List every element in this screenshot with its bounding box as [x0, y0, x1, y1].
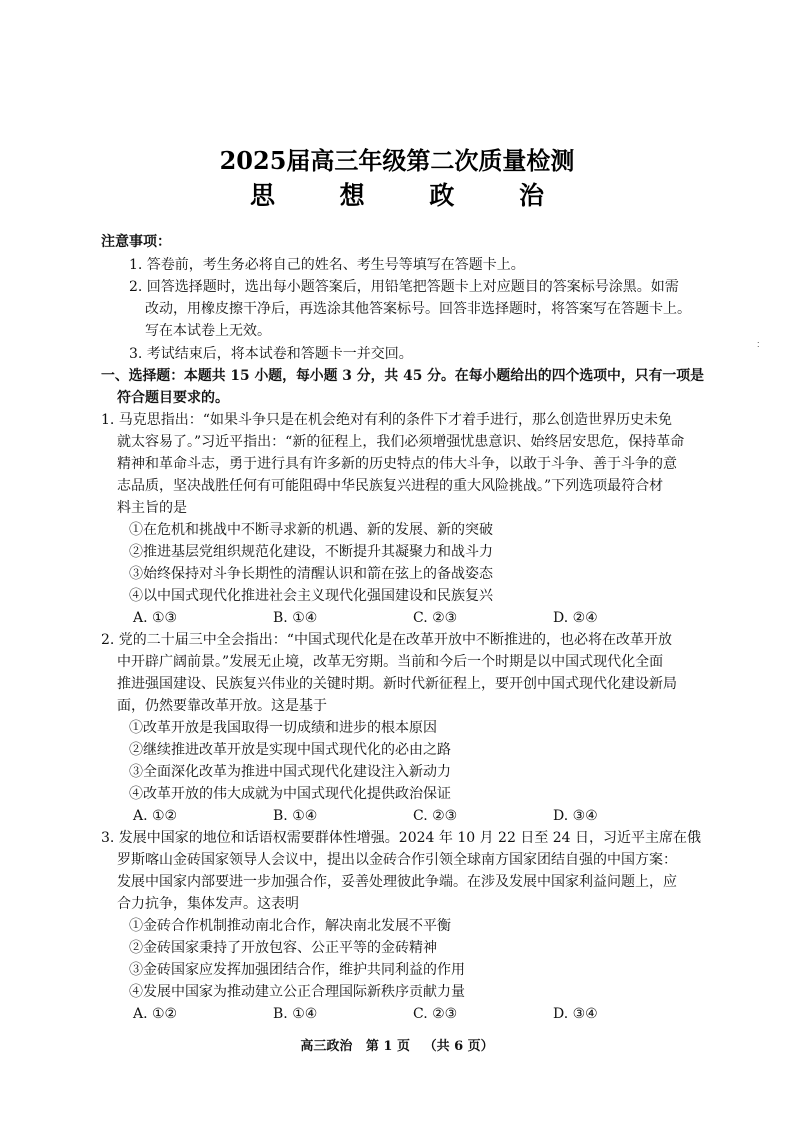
question-2-stem: 2. 党的二十届三中全会指出：“中国式现代化是在改革开放中不断推进的，也必将在改革开放 — [101, 632, 672, 648]
question-2-stem: 推进强国建设、民族复兴伟业的关键时期。新时代新征程上，要开创中国式现代化建设新局 — [117, 676, 677, 692]
question-1-stem: 志品质，坚决战胜任何有可能阻碍中华民族复兴进程的重大风险挑战。”下列选项最符合材 — [117, 478, 664, 494]
question-3-option-a: A. ①② — [133, 1006, 178, 1022]
notice-item: 3. 考试结束后，将本试卷和答题卡一并交回。 — [129, 346, 413, 362]
question-3-option-c: C. ②③ — [413, 1006, 458, 1022]
question-1-item: ①在危机和挑战中不断寻求新的机遇、新的发展、新的突破 — [129, 522, 493, 538]
question-1-item: ③始终保持对斗争长期性的清醒认识和箭在弦上的备战姿态 — [129, 566, 493, 582]
question-3-stem: 3. 发展中国家的地位和话语权需要群体性增强。2024 年 10 月 22 日至 24 日，习近平主席在俄 — [101, 830, 702, 846]
question-3-item: ④发展中国家为推动建立公正合理国际新秩序贡献力量 — [129, 984, 465, 1000]
question-1-option-a: A. ①③ — [133, 610, 178, 626]
notice-item: 2. 回答选择题时，选出每小题答案后，用铅笔把答题卡上对应题目的答案标号涂黑。如需 — [129, 279, 679, 295]
question-3-option-d: D. ③④ — [553, 1006, 598, 1022]
question-1-stem: 料主旨的是 — [117, 500, 187, 516]
question-1-item: ②推进基层党组织规范化建设，不断提升其凝聚力和战斗力 — [129, 544, 493, 560]
question-3-stem: 罗斯喀山金砖国家领导人会议中，提出以金砖合作引领全球南方国家团结自强的中国方案： — [117, 852, 677, 868]
question-3-item: ②金砖国家秉持了开放包容、公正平等的金砖精神 — [129, 940, 437, 956]
section-instruction: 一、选择题：本题共 15 小题，每小题 3 分，共 45 分。在每小题给出的四个选项中，只有一项是 — [101, 368, 704, 384]
question-3-stem: 发展中国家内部要进一步加强合作，妥善处理彼此争端。在涉及发展中国家利益问题上，应 — [117, 874, 677, 890]
question-1-option-c: C. ②③ — [413, 610, 458, 626]
question-1-item: ④以中国式现代化推进社会主义现代化强国建设和民族复兴 — [129, 588, 493, 604]
question-2-stem: 中开辟广阔前景。”发展无止境，改革无穷期。当前和今后一个时期是以中国式现代化全面 — [117, 654, 664, 670]
question-2-option-c: C. ②③ — [413, 808, 458, 824]
notice-item: 改动，用橡皮擦干净后，再选涂其他答案标号。回答非选择题时，将答案写在答题卡上。 — [145, 301, 691, 317]
question-3-item: ③金砖国家应发挥加强团结合作，维护共同利益的作用 — [129, 962, 465, 978]
question-2-option-d: D. ③④ — [553, 808, 598, 824]
question-3-option-b: B. ①④ — [273, 1006, 318, 1022]
question-3-item: ①金砖合作机制推动南北合作，解决南北发展不平衡 — [129, 918, 451, 934]
exam-title: 2025届高三年级第二次质量检测 — [219, 146, 575, 175]
notice-heading: 注意事项： — [101, 234, 171, 250]
page-footer: 高三政治 第 1 页 （共 6 页） — [300, 1039, 494, 1054]
question-2-stem: 面，仍然要靠改革开放。这是基于 — [117, 698, 327, 714]
question-2-option-a: A. ①② — [133, 808, 178, 824]
question-2-item: ①改革开放是我国取得一切成绩和进步的根本原因 — [129, 720, 437, 736]
question-2-item: ③全面深化改革为推进中国式现代化建设注入新动力 — [129, 764, 451, 780]
notice-item: 写在本试卷上无效。 — [145, 323, 271, 339]
question-2-item: ④改革开放的伟大成就为中国式现代化提供政治保证 — [129, 786, 451, 802]
notice-item: 1. 答卷前，考生务必将自己的姓名、考生号等填写在答题卡上。 — [129, 257, 525, 273]
subject-title: 思 想 政 治 — [249, 181, 573, 210]
section-instruction: 符合题目要求的。 — [117, 390, 229, 406]
margin-mark: ∶ — [757, 340, 760, 351]
question-1-option-d: D. ②④ — [553, 610, 598, 626]
question-1-stem: 1. 马克思指出：“如果斗争只是在机会绝对有利的条件下才着手进行，那么创造世界历史未免 — [101, 412, 672, 428]
question-1-stem: 精神和革命斗志，勇于进行具有许多新的历史特点的伟大斗争，以敢于斗争、善于斗争的意 — [117, 456, 677, 472]
question-3-stem: 合力抗争，集体发声。这表明 — [117, 896, 299, 912]
question-1-stem: 就太容易了。”习近平指出：“新的征程上，我们必须增强忧患意识、始终居安思危，保持革命 — [117, 434, 685, 450]
question-2-item: ②继续推进改革开放是实现中国式现代化的必由之路 — [129, 742, 451, 758]
question-1-option-b: B. ①④ — [273, 610, 318, 626]
question-2-option-b: B. ①④ — [273, 808, 318, 824]
